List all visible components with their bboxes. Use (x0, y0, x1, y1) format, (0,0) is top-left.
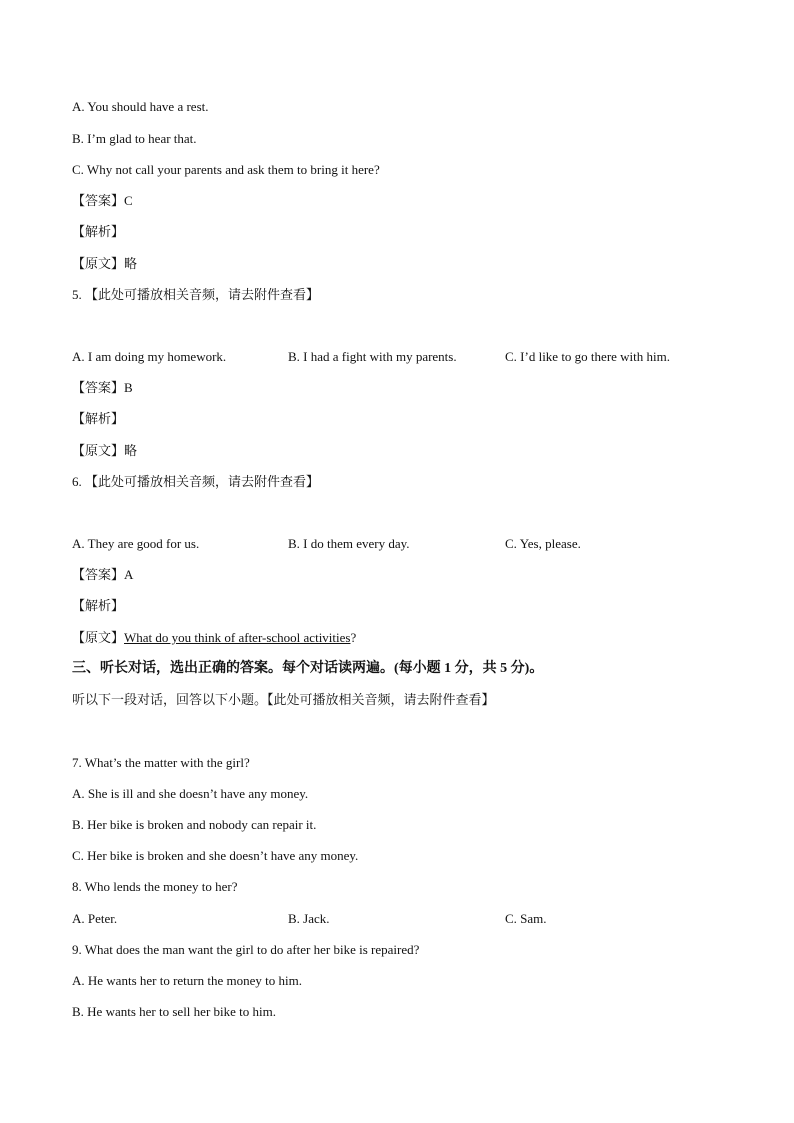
q8-option-b: B. Jack. (288, 911, 330, 926)
q5-option-b: B. I had a fight with my parents. (288, 349, 457, 364)
q7-option-b: B. Her bike is broken and nobody can repair it. (72, 817, 317, 832)
q4-original: 【原文】略 (72, 256, 138, 271)
q8-option-a: A. Peter. (72, 911, 118, 926)
q4-option-b: B. I’m glad to hear that. (72, 131, 197, 146)
q9-question: 9. What does the man want the girl to do after her bike is repaired? (72, 942, 420, 957)
q4-answer: 【答案】C (72, 193, 133, 208)
q7-question: 7. What’s the matter with the girl? (72, 755, 250, 770)
q5-original: 【原文】略 (72, 443, 138, 458)
q6-option-b: B. I do them every day. (288, 536, 410, 551)
q6-answer: 【答案】A (72, 567, 134, 582)
q6-original-end: ? (350, 630, 357, 645)
q6-original (72, 629, 356, 647)
q5-analysis: 【解析】 (72, 411, 125, 426)
q5-option-c: C. I’d like to go there with him. (505, 349, 671, 364)
q8-option-c: C. Sam. (505, 911, 547, 926)
q7-option-a: A. She is ill and she doesn’t have any money. (72, 786, 309, 801)
q6-option-a: A. They are good for us. (72, 536, 200, 551)
q4-analysis: 【解析】 (72, 224, 125, 239)
q6-original-text: What do you think of after-school activities (124, 630, 351, 645)
q7-option-c: C. Her bike is broken and she doesn’t have any money. (72, 848, 359, 863)
section3-instruction: 听以下一段对话，回答以下小题。【此处可播放相关音频，请去附件查看】 (72, 692, 495, 707)
q6-original-label: 【原文】 (72, 630, 125, 645)
q6-analysis: 【解析】 (72, 598, 125, 613)
q6-title: 6. 【此处可播放相关音频，请去附件查看】 (72, 474, 320, 489)
q5-title: 5. 【此处可播放相关音频，请去附件查看】 (72, 287, 320, 302)
q8-question: 8. Who lends the money to her? (72, 879, 238, 894)
q4-option-a: A. You should have a rest. (72, 99, 209, 114)
section3-title: 三、听长对话，选出正确的答案。每个对话读两遍。(每小题 1 分，共 5 分)。 (72, 661, 544, 676)
q6-option-c: C. Yes, please. (505, 536, 581, 551)
q9-option-a: A. He wants her to return the money to him. (72, 973, 302, 988)
q5-option-a: A. I am doing my homework. (72, 349, 227, 364)
q5-answer: 【答案】B (72, 380, 133, 395)
q9-option-b: B. He wants her to sell her bike to him. (72, 1004, 276, 1019)
q4-option-c: C. Why not call your parents and ask them to bring it here? (72, 162, 380, 177)
